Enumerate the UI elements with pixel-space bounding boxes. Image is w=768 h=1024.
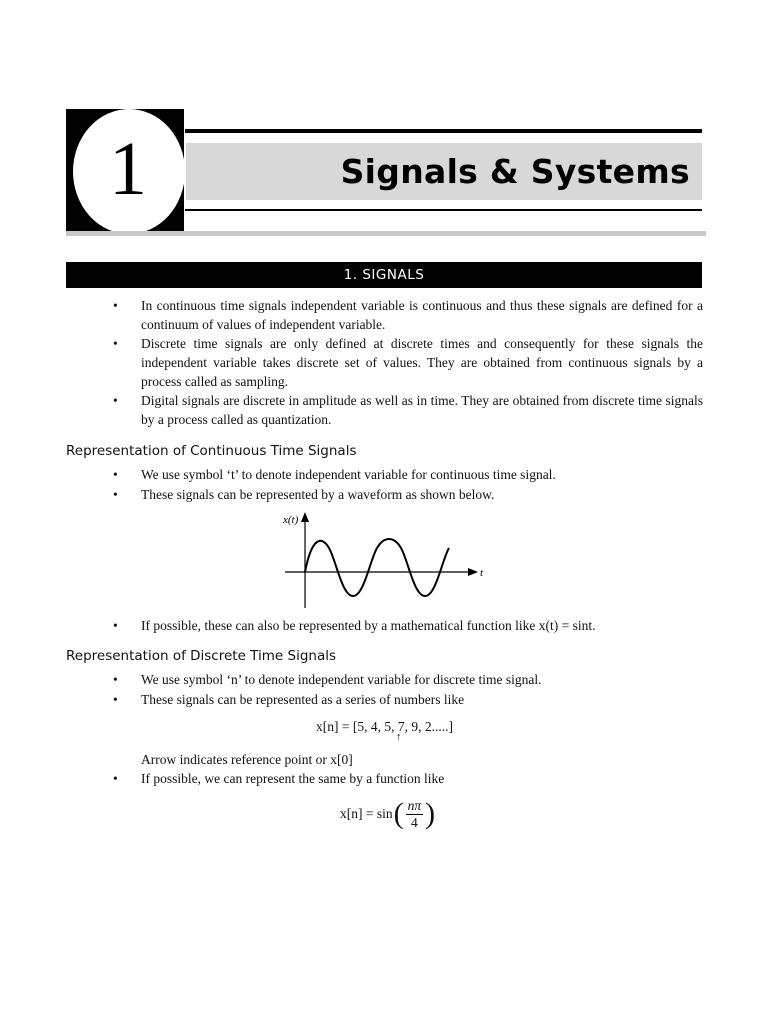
continuous-bullet-2: These signals can be represented by a waveform as shown below. [141, 487, 495, 502]
intro-bullet-2: Discrete time signals are only defined at discrete times and consequently for these signals the independent variable takes discrete set of values. They are obtained from continuous signals by a process called as sampling. [141, 336, 703, 389]
discrete-bullet-1: We use symbol ‘n’ to denote independent variable for discrete time signal. [141, 672, 542, 687]
bullet-glyph: • [113, 393, 118, 408]
intro-bullet-1: In continuous time signals independent variable is continuous and thus these signals are defined for a continuum of values of independent variable. [141, 298, 703, 332]
header-rule-top [185, 129, 702, 133]
bullet-glyph: • [113, 298, 118, 313]
y-axis-arrow [301, 512, 309, 522]
discrete-signals-heading: Representation of Discrete Time Signals [66, 648, 337, 664]
header-rule-bottom [185, 209, 702, 211]
chapter-number: 1 [109, 127, 147, 211]
discrete-bullet-2: These signals can be represented as a series of numbers like [141, 692, 465, 707]
sine-wave [305, 539, 449, 596]
right-paren: ) [425, 797, 436, 830]
discrete-function-bullet: If possible, we can represent the same by a function like [141, 771, 445, 786]
intro-bullet-3: Digital signals are discrete in amplitude as well as in time. They are obtained from discrete time signals by a process called as quantization. [141, 393, 703, 427]
continuous-function-bullet: If possible, these can also be represented by a mathematical function like x(t) = sint. [141, 618, 596, 633]
arrow-note: Arrow indicates reference point or x[0] [141, 752, 353, 767]
x-axis-arrow [468, 568, 478, 576]
reference-arrow-icon: ↑ [396, 731, 402, 743]
continuous-bullet-1: We use symbol ‘t’ to denote independent variable for continuous time signal. [141, 467, 556, 482]
left-paren: ( [393, 797, 404, 830]
continuous-signals-heading: Representation of Continuous Time Signals [66, 443, 357, 459]
y-axis-label: x(t) [283, 514, 299, 526]
bullet-glyph: • [113, 336, 118, 351]
waveform-figure [280, 508, 500, 612]
header-shadow-bar [66, 231, 706, 236]
bullet-glyph: • [113, 467, 118, 482]
bullet-glyph: • [113, 771, 118, 786]
sequence-equation: x[n] = [5, 4, 5, 7, 9, 2.....] [316, 719, 453, 734]
bullet-glyph: • [113, 487, 118, 502]
bullet-glyph: • [113, 672, 118, 687]
function-lhs: x[n] = sin [340, 806, 393, 821]
x-axis-label: t [480, 567, 484, 579]
chapter-title: Signals & Systems [340, 152, 690, 191]
fraction-numerator: nπ [407, 797, 422, 813]
fraction-denominator: 4 [410, 814, 418, 830]
bullet-glyph: • [113, 692, 118, 707]
fraction [406, 798, 424, 831]
section-heading-bar: 1. SIGNALS [66, 262, 702, 288]
bullet-glyph: • [113, 618, 118, 633]
function-equation [340, 796, 435, 832]
